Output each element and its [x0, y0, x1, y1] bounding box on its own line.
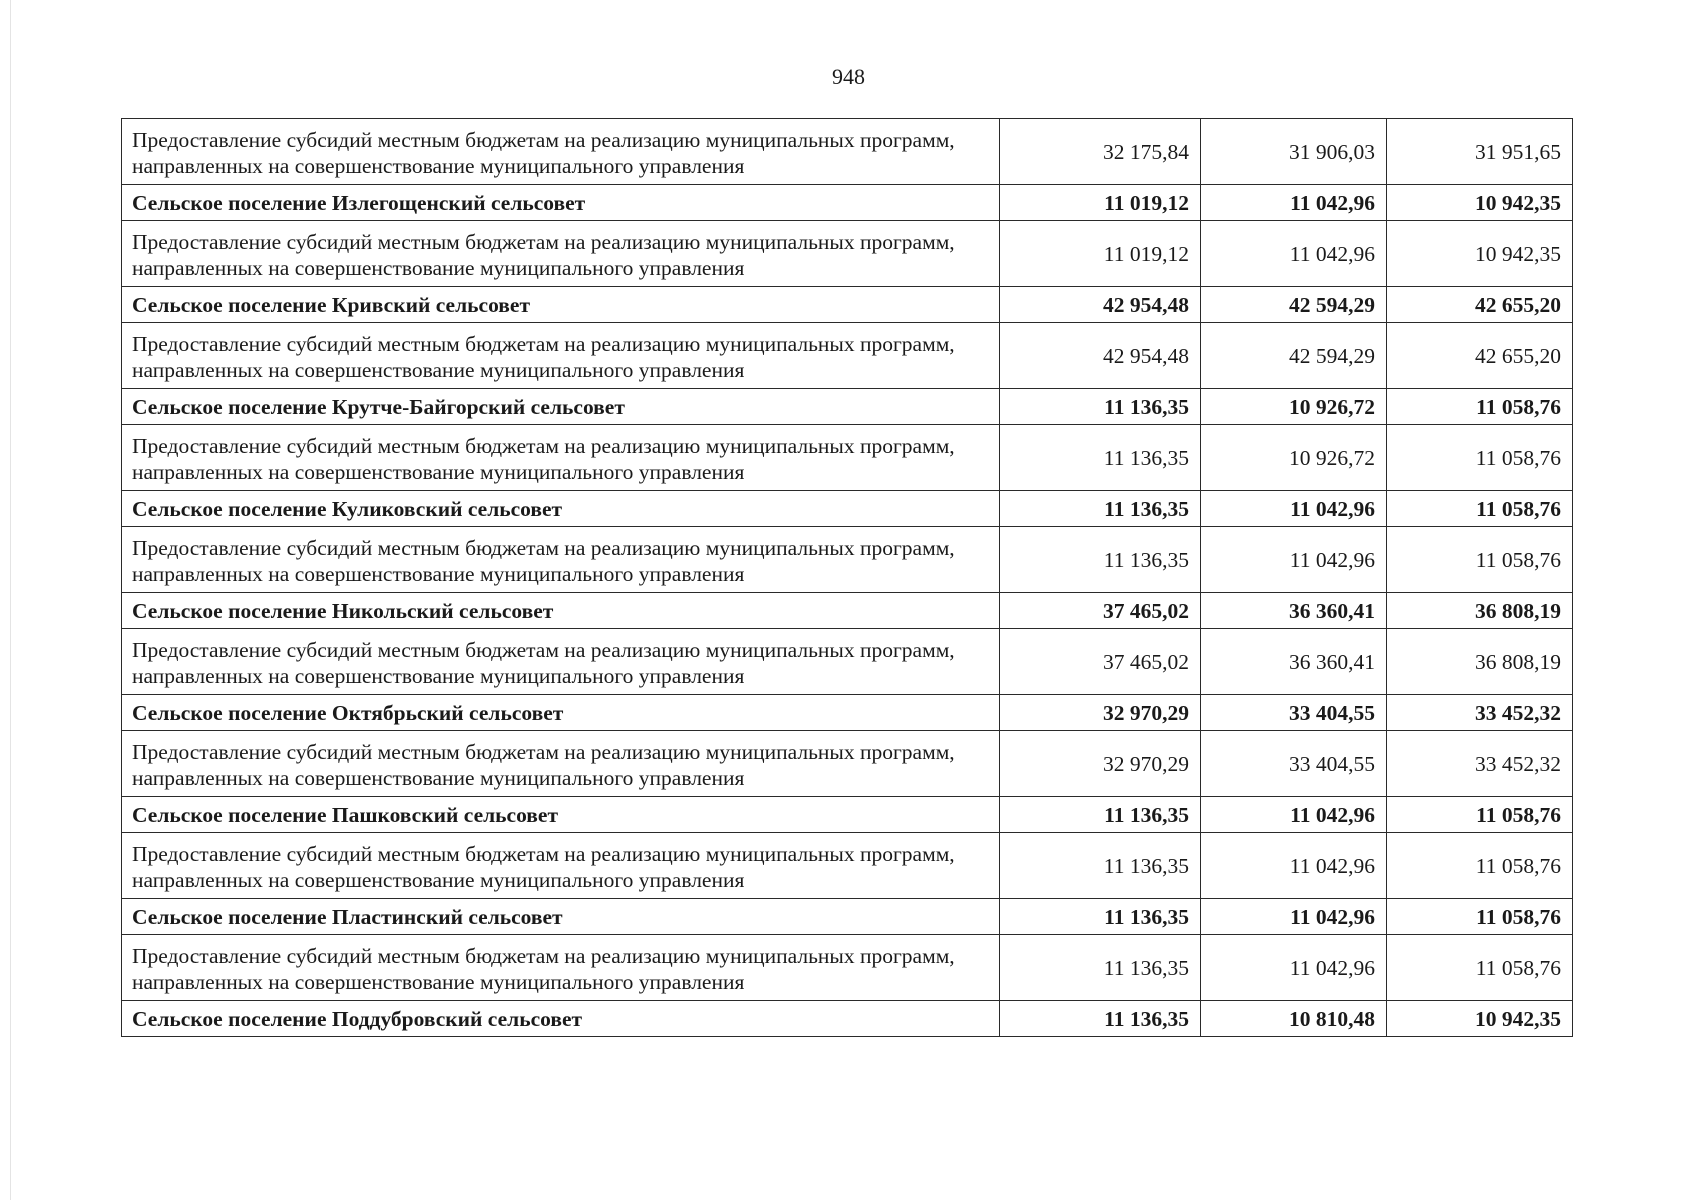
row-value-2-cell: 42 594,29: [1201, 287, 1387, 323]
row-value-1-cell: 11 136,35: [1000, 527, 1201, 593]
row-name-cell: Сельское поселение Октябрьский сельсовет: [122, 695, 1000, 731]
row-value-3-cell: 11 058,76: [1387, 389, 1573, 425]
subsidy-detail-row: [122, 731, 1573, 797]
subsidy-detail-row: [122, 119, 1573, 185]
row-value-1-cell: 32 970,29: [1000, 695, 1201, 731]
row-value-1-cell: 11 019,12: [1000, 221, 1201, 287]
row-value-1-cell: 37 465,02: [1000, 593, 1201, 629]
row-value-2-cell: 11 042,96: [1201, 491, 1387, 527]
row-value-1-cell: 11 136,35: [1000, 935, 1201, 1001]
row-name-cell: Предоставление субсидий местным бюджетам на реализацию муниципальных программ, направленных на совершенствование муниципального управления: [122, 629, 1000, 695]
row-name-cell: Сельское поселение Никольский сельсовет: [122, 593, 1000, 629]
row-value-3-cell: 31 951,65: [1387, 119, 1573, 185]
budget-table-body: [122, 119, 1573, 1037]
row-value-1-cell: 42 954,48: [1000, 323, 1201, 389]
row-value-3-cell: 11 058,76: [1387, 425, 1573, 491]
row-value-1-cell: 11 136,35: [1000, 425, 1201, 491]
row-value-1-cell: 32 970,29: [1000, 731, 1201, 797]
settlement-total-row: [122, 185, 1573, 221]
row-value-2-cell: 11 042,96: [1201, 797, 1387, 833]
row-name-cell: Предоставление субсидий местным бюджетам на реализацию муниципальных программ, направленных на совершенствование муниципального управления: [122, 425, 1000, 491]
row-value-1-cell: 11 136,35: [1000, 389, 1201, 425]
row-name-cell: Предоставление субсидий местным бюджетам на реализацию муниципальных программ, направленных на совершенствование муниципального управления: [122, 935, 1000, 1001]
row-value-1-cell: 11 136,35: [1000, 797, 1201, 833]
row-value-2-cell: 11 042,96: [1201, 527, 1387, 593]
row-value-2-cell: 11 042,96: [1201, 221, 1387, 287]
settlement-total-row: [122, 695, 1573, 731]
row-value-2-cell: 10 926,72: [1201, 389, 1387, 425]
row-name-cell: Предоставление субсидий местным бюджетам на реализацию муниципальных программ, направленных на совершенствование муниципального управления: [122, 527, 1000, 593]
row-name-cell: Предоставление субсидий местным бюджетам на реализацию муниципальных программ, направленных на совершенствование муниципального управления: [122, 323, 1000, 389]
row-value-3-cell: 11 058,76: [1387, 935, 1573, 1001]
subsidy-detail-row: [122, 425, 1573, 491]
row-value-3-cell: 10 942,35: [1387, 1001, 1573, 1037]
row-value-3-cell: 11 058,76: [1387, 491, 1573, 527]
settlement-total-row: [122, 797, 1573, 833]
scan-margin-line: [10, 0, 11, 1200]
settlement-total-row: [122, 287, 1573, 323]
row-value-3-cell: 10 942,35: [1387, 221, 1573, 287]
settlement-total-row: [122, 491, 1573, 527]
row-value-2-cell: 10 926,72: [1201, 425, 1387, 491]
row-value-1-cell: 11 136,35: [1000, 899, 1201, 935]
subsidy-detail-row: [122, 527, 1573, 593]
subsidy-detail-row: [122, 221, 1573, 287]
subsidy-detail-row: [122, 833, 1573, 899]
row-value-3-cell: 33 452,32: [1387, 731, 1573, 797]
row-name-cell: Сельское поселение Куликовский сельсовет: [122, 491, 1000, 527]
row-name-cell: Предоставление субсидий местным бюджетам на реализацию муниципальных программ, направленных на совершенствование муниципального управления: [122, 833, 1000, 899]
row-value-1-cell: 32 175,84: [1000, 119, 1201, 185]
budget-table: [121, 118, 1573, 1037]
row-value-2-cell: 11 042,96: [1201, 833, 1387, 899]
page-number: 948: [832, 64, 865, 89]
subsidy-detail-row: [122, 935, 1573, 1001]
row-value-2-cell: 11 042,96: [1201, 899, 1387, 935]
row-value-2-cell: 42 594,29: [1201, 323, 1387, 389]
row-name-cell: Предоставление субсидий местным бюджетам на реализацию муниципальных программ, направленных на совершенствование муниципального управления: [122, 731, 1000, 797]
row-value-1-cell: 11 136,35: [1000, 491, 1201, 527]
row-value-3-cell: 11 058,76: [1387, 833, 1573, 899]
row-value-2-cell: 11 042,96: [1201, 935, 1387, 1001]
settlement-total-row: [122, 899, 1573, 935]
row-value-3-cell: 11 058,76: [1387, 797, 1573, 833]
row-value-2-cell: 36 360,41: [1201, 629, 1387, 695]
row-value-2-cell: 33 404,55: [1201, 695, 1387, 731]
row-name-cell: Сельское поселение Поддубровский сельсовет: [122, 1001, 1000, 1037]
row-value-1-cell: 42 954,48: [1000, 287, 1201, 323]
row-name-cell: Сельское поселение Пластинский сельсовет: [122, 899, 1000, 935]
row-value-3-cell: 36 808,19: [1387, 593, 1573, 629]
subsidy-detail-row: [122, 629, 1573, 695]
row-value-3-cell: 36 808,19: [1387, 629, 1573, 695]
row-value-1-cell: 11 136,35: [1000, 833, 1201, 899]
settlement-total-row: [122, 1001, 1573, 1037]
row-name-cell: Сельское поселение Крутче-Байгорский сельсовет: [122, 389, 1000, 425]
row-value-1-cell: 11 019,12: [1000, 185, 1201, 221]
subsidy-detail-row: [122, 323, 1573, 389]
settlement-total-row: [122, 593, 1573, 629]
row-value-2-cell: 31 906,03: [1201, 119, 1387, 185]
row-name-cell: Предоставление субсидий местным бюджетам на реализацию муниципальных программ, направленных на совершенствование муниципального управления: [122, 119, 1000, 185]
row-name-cell: Сельское поселение Излегощенский сельсовет: [122, 185, 1000, 221]
row-name-cell: Сельское поселение Пашковский сельсовет: [122, 797, 1000, 833]
row-value-3-cell: 33 452,32: [1387, 695, 1573, 731]
row-value-2-cell: 10 810,48: [1201, 1001, 1387, 1037]
row-value-3-cell: 42 655,20: [1387, 287, 1573, 323]
row-name-cell: Предоставление субсидий местным бюджетам на реализацию муниципальных программ, направленных на совершенствование муниципального управления: [122, 221, 1000, 287]
row-value-3-cell: 11 058,76: [1387, 527, 1573, 593]
row-value-1-cell: 11 136,35: [1000, 1001, 1201, 1037]
row-value-2-cell: 11 042,96: [1201, 185, 1387, 221]
row-value-1-cell: 37 465,02: [1000, 629, 1201, 695]
row-value-3-cell: 11 058,76: [1387, 899, 1573, 935]
row-value-3-cell: 10 942,35: [1387, 185, 1573, 221]
row-name-cell: Сельское поселение Кривский сельсовет: [122, 287, 1000, 323]
row-value-2-cell: 33 404,55: [1201, 731, 1387, 797]
row-value-2-cell: 36 360,41: [1201, 593, 1387, 629]
settlement-total-row: [122, 389, 1573, 425]
row-value-3-cell: 42 655,20: [1387, 323, 1573, 389]
